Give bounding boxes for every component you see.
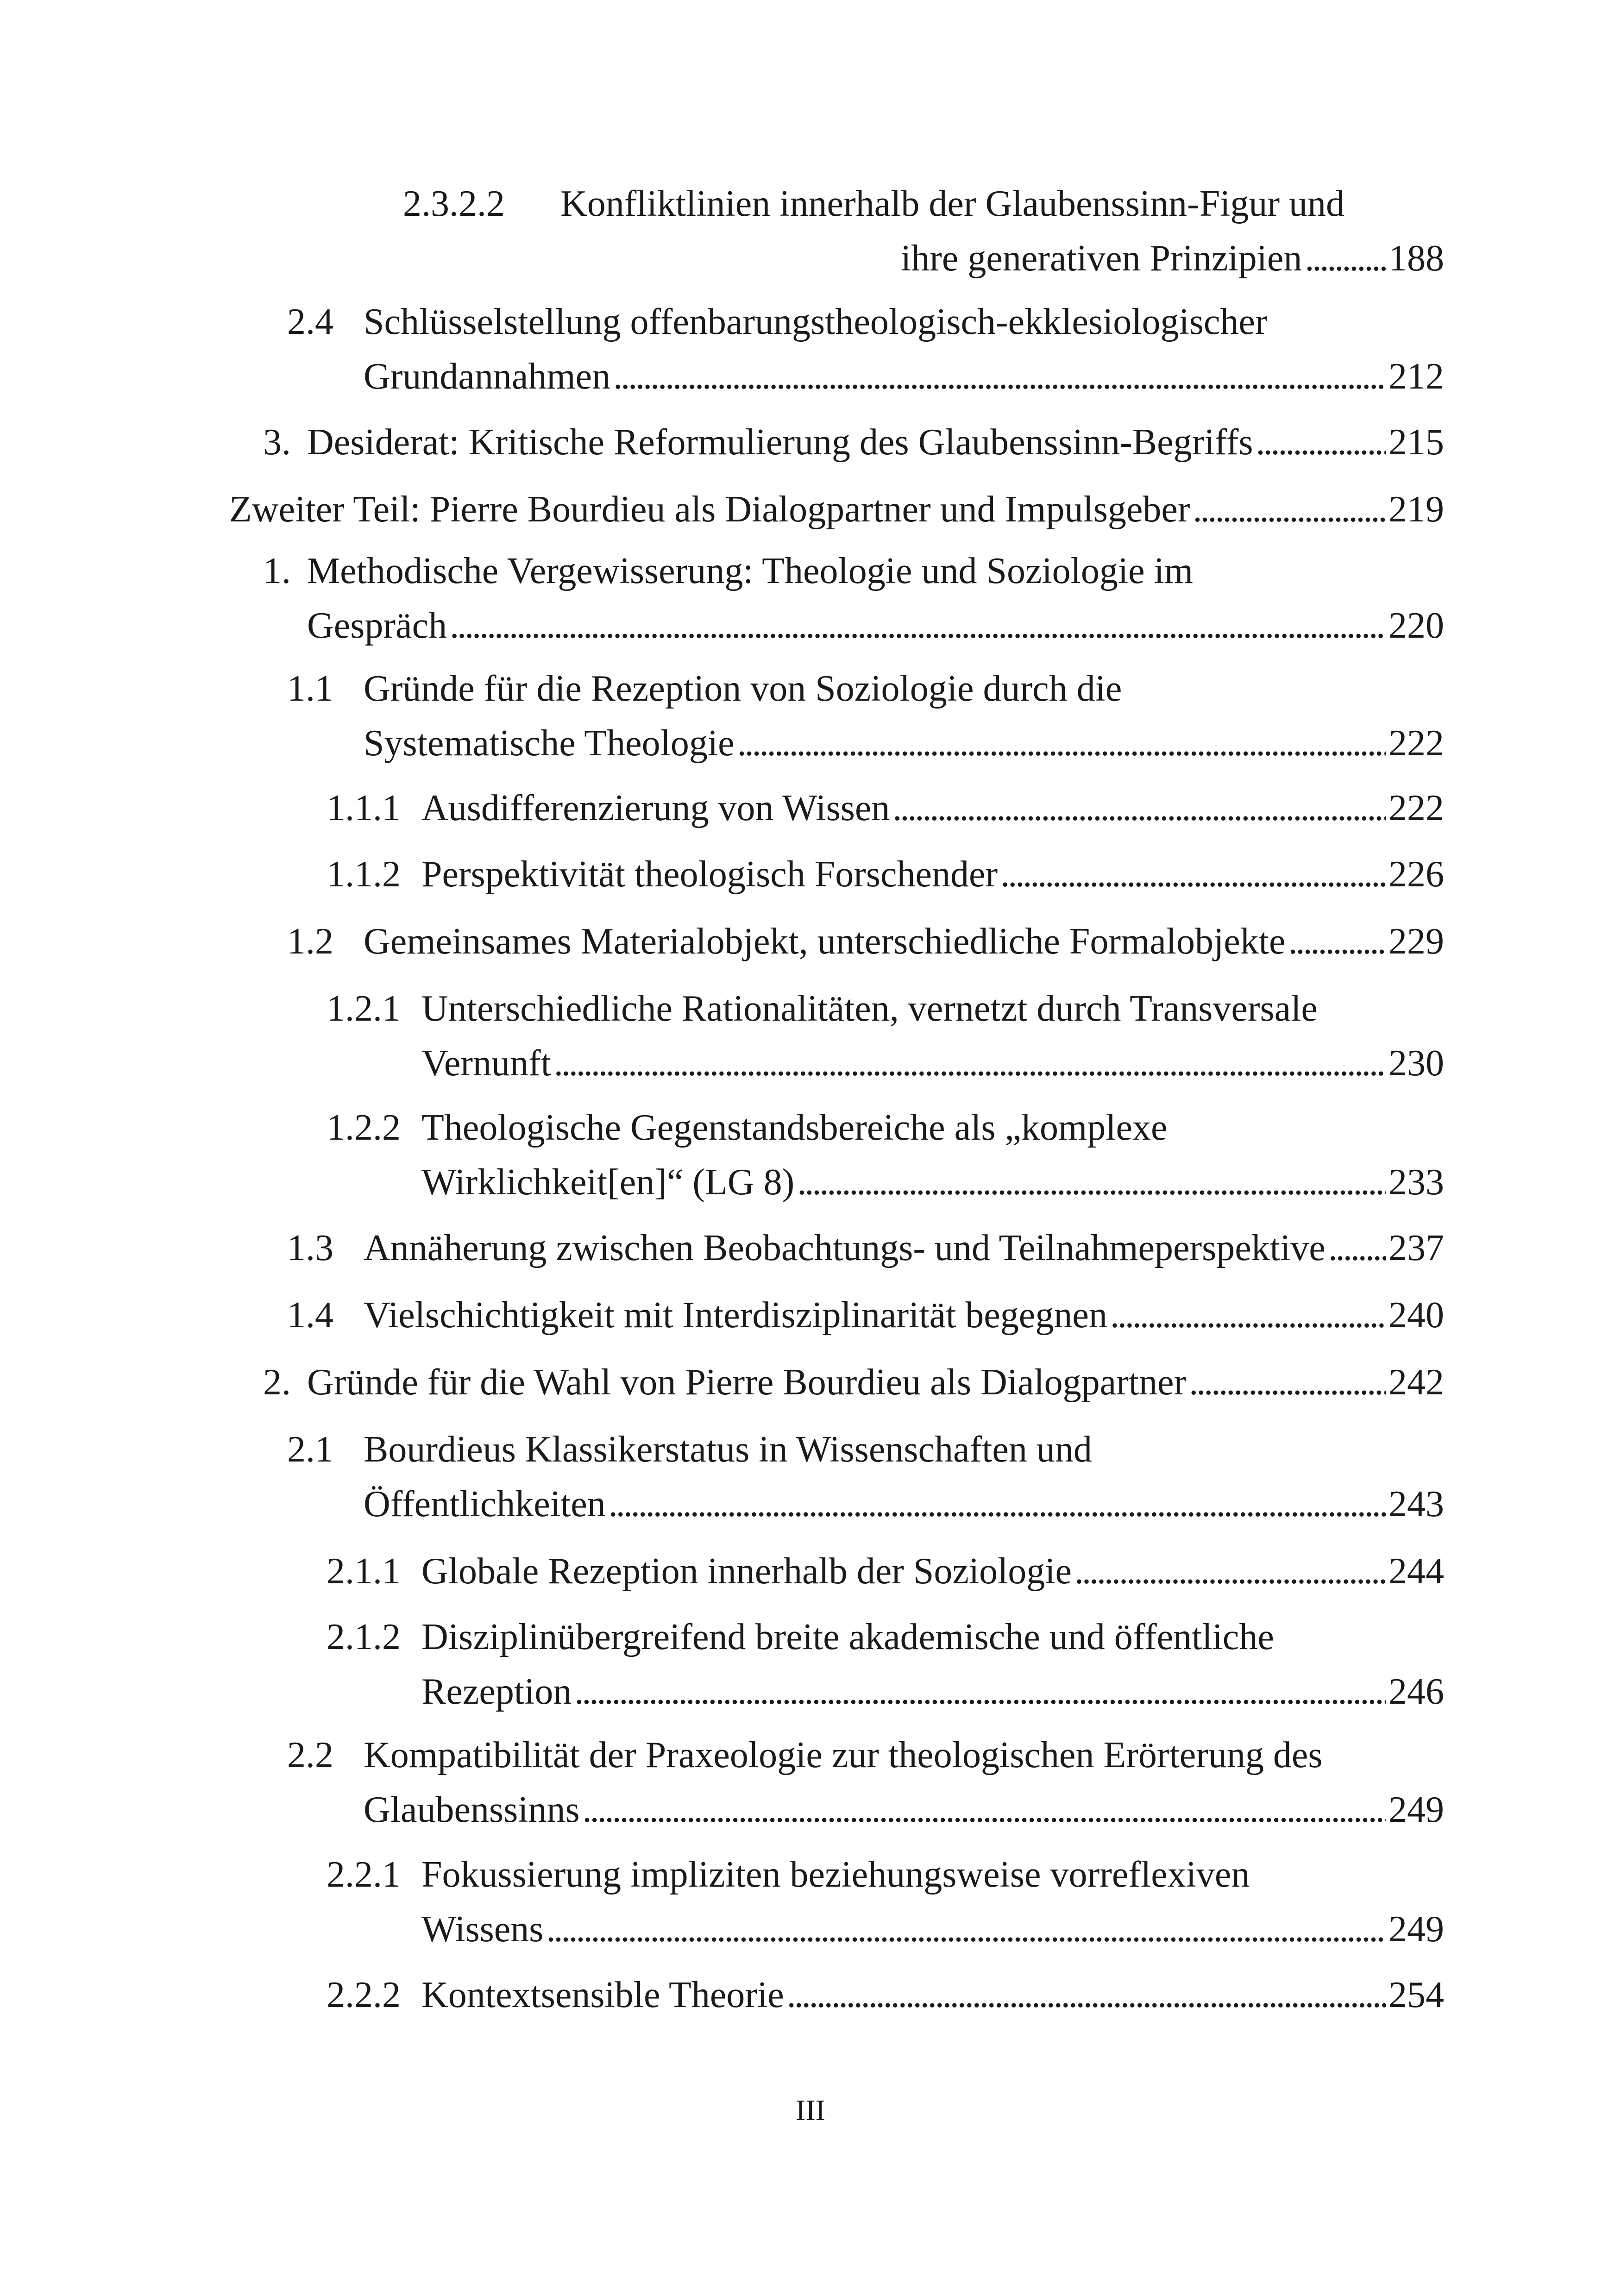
toc-entry-title-line: Konfliktlinien innerhalb der Glaubenssinn-Figur und <box>560 183 1345 224</box>
dot-leader <box>797 1164 1386 1201</box>
toc-entry-number: 2.3.2.2 <box>403 183 505 224</box>
toc-page-number: 244 <box>1389 1551 1444 1592</box>
toc-entry-title-end: Öffentlichkeiten <box>364 1484 606 1524</box>
toc-page-number: 237 <box>1389 1228 1444 1268</box>
toc-entry <box>327 1553 1444 1590</box>
toc-entry-title-end: Perspektivität theologisch Forschender <box>421 854 998 895</box>
toc-entry <box>263 424 1444 461</box>
toc-entry-last-line <box>364 1230 1444 1267</box>
toc-entry-number: 1.4 <box>287 1295 333 1336</box>
dot-leader <box>1328 1230 1386 1267</box>
toc-entry-number: 1.2.2 <box>327 1107 401 1148</box>
toc-entry <box>327 1109 1444 1202</box>
dot-leader <box>1000 856 1386 893</box>
toc-entry-last-line <box>901 240 1444 277</box>
toc-entry-title-end: Gründe für die Wahl von Pierre Bourdieu als Dialogpartner <box>307 1362 1187 1403</box>
toc-entry-title-end: Grundannahmen <box>364 356 611 397</box>
toc-entry-number: 2.1 <box>287 1429 333 1470</box>
toc-entry <box>287 303 1444 396</box>
toc-entry-title-end: ihre generativen Prinzipien <box>901 238 1302 279</box>
toc-entry-last-line <box>364 1297 1444 1334</box>
toc-entry-number: 2.1.2 <box>327 1617 401 1657</box>
toc-entry-last-line <box>364 358 1444 395</box>
toc-entry-last-line <box>421 1911 1444 1948</box>
toc-page-number: 219 <box>1389 489 1444 530</box>
toc-entry-last-line <box>421 1976 1444 2014</box>
toc-entry-title-line: Unterschiedliche Rationalitäten, vernetzt durch Transversale <box>421 988 1318 1029</box>
toc-entry <box>263 552 1444 645</box>
dot-leader <box>613 358 1386 395</box>
dot-leader <box>1288 923 1386 960</box>
toc-entry-title-end: Vernunft <box>421 1043 551 1084</box>
toc-page-number: 233 <box>1389 1162 1444 1203</box>
toc-entry-last-line <box>421 856 1444 893</box>
toc-entry-number: 1.1 <box>287 668 333 709</box>
toc-page-number: 249 <box>1389 1789 1444 1830</box>
toc-entry-last-line <box>307 607 1444 644</box>
toc-entry <box>327 1856 1444 1949</box>
toc-page-number: 242 <box>1389 1362 1444 1403</box>
toc-entry-title-end: Gemeinsames Materialobjekt, unterschiedliche Formalobjekte <box>364 921 1286 962</box>
dot-leader <box>1305 240 1386 277</box>
toc-entry-last-line <box>307 1364 1444 1401</box>
dot-leader <box>787 1976 1386 2014</box>
toc-page-number: 222 <box>1389 788 1444 828</box>
toc-entry-title-line: Schlüsselstellung offenbarungstheologisch-ekklesiologischer <box>364 301 1268 342</box>
toc-entry <box>263 1364 1444 1401</box>
toc-entry-title-end: Ausdifferenzierung von Wissen <box>421 788 890 828</box>
toc-entry-number: 2.2 <box>287 1735 333 1775</box>
toc-page-number: 226 <box>1389 854 1444 895</box>
dot-leader <box>1193 491 1386 528</box>
toc-page-number: 229 <box>1389 921 1444 962</box>
dot-leader <box>554 1045 1386 1082</box>
dot-leader <box>737 725 1386 762</box>
toc-entry-title-end: Glaubenssinns <box>364 1789 580 1830</box>
toc-entry <box>327 990 1444 1083</box>
toc-entry <box>287 1230 1444 1267</box>
toc-page-number: 249 <box>1389 1909 1444 1950</box>
toc-entry-last-line <box>421 1164 1444 1201</box>
toc-entry-last-line <box>364 1791 1444 1828</box>
toc-entry-last-line <box>364 1486 1444 1523</box>
dot-leader <box>574 1673 1386 1710</box>
toc-entry-last-line <box>421 1553 1444 1590</box>
toc-part-heading <box>229 491 1444 528</box>
toc-entry <box>287 1431 1444 1524</box>
toc-entry <box>287 1737 1444 1829</box>
toc-entry-number: 2.4 <box>287 301 333 342</box>
toc-entry-number: 3. <box>263 422 291 463</box>
toc-entry <box>287 1297 1444 1334</box>
toc-page-number: 246 <box>1389 1671 1444 1712</box>
toc-entry <box>403 185 1444 278</box>
toc-page-number: 243 <box>1389 1484 1444 1524</box>
toc-entry-last-line <box>421 1045 1444 1082</box>
toc-entry-title-end: Desiderat: Kritische Reformulierung des Glaubenssinn-Begriffs <box>307 422 1253 463</box>
dot-leader <box>450 607 1386 644</box>
dot-leader <box>892 790 1386 827</box>
dot-leader <box>546 1911 1386 1948</box>
dot-leader <box>609 1486 1386 1523</box>
toc-entry-number: 1.3 <box>287 1228 333 1268</box>
toc-entry <box>327 1618 1444 1711</box>
toc-entry-title-end: Zweiter Teil: Pierre Bourdieu als Dialogpartner und Impulsgeber <box>229 489 1190 530</box>
toc-entry-title-end: Wissens <box>421 1909 544 1950</box>
toc-entry-last-line <box>421 1673 1444 1710</box>
dot-leader <box>583 1791 1386 1828</box>
toc-entry <box>287 670 1444 763</box>
page-footer-numeral: III <box>796 2094 825 2127</box>
toc-page-number: 215 <box>1389 422 1444 463</box>
toc-entry-title-line: Gründe für die Rezeption von Soziologie durch die <box>364 668 1122 709</box>
toc-entry-title-end: Kontextsensible Theorie <box>421 1975 784 2015</box>
toc-entry <box>327 790 1444 827</box>
toc-entry-title-end: Annäherung zwischen Beobachtungs- und Teilnahmeperspektive <box>364 1228 1326 1268</box>
toc-entry-last-line <box>364 725 1444 762</box>
toc-entry-title-line: Disziplinübergreifend breite akademische und öffentliche <box>421 1617 1274 1657</box>
toc-page-number: 254 <box>1389 1975 1444 2015</box>
toc-entry-last-line <box>307 424 1444 461</box>
toc-page-number: 212 <box>1389 356 1444 397</box>
toc-entry <box>327 856 1444 893</box>
toc-entry-number: 2.2.1 <box>327 1854 401 1895</box>
toc-entry-number: 2.2.2 <box>327 1975 401 2015</box>
toc-entry-number: 1.2.1 <box>327 988 401 1029</box>
toc-entry-number: 2.1.1 <box>327 1551 401 1592</box>
toc-entry-title-line: Fokussierung impliziten beziehungsweise vorreflexiven <box>421 1854 1250 1895</box>
toc-entry-title-line: Theologische Gegenstandsbereiche als „komplexe <box>421 1107 1168 1148</box>
dot-leader <box>1074 1553 1386 1590</box>
toc-entry-title-end: Systematische Theologie <box>364 723 735 764</box>
toc-entry-title-line: Bourdieus Klassikerstatus in Wissenschaften und <box>364 1429 1092 1470</box>
toc-entry-number: 2. <box>263 1362 291 1403</box>
toc-page-number: 222 <box>1389 723 1444 764</box>
dot-leader <box>1189 1364 1386 1401</box>
toc-page-number: 220 <box>1389 605 1444 646</box>
toc-entry-number: 1. <box>263 551 291 591</box>
toc-entry-title-end: Gespräch <box>307 605 447 646</box>
toc-entry-number: 1.1.1 <box>327 788 401 828</box>
toc-page-number: 188 <box>1389 238 1444 279</box>
toc-entry-title-end: Rezeption <box>421 1671 572 1712</box>
toc-entry-title-end: Vielschichtigkeit mit Interdisziplinarität begegnen <box>364 1295 1107 1336</box>
toc-entry-title-line: Methodische Vergewisserung: Theologie und Soziologie im <box>307 551 1194 591</box>
toc-entry <box>327 1976 1444 2014</box>
dot-leader <box>1110 1297 1386 1334</box>
toc-page-number: 240 <box>1389 1295 1444 1336</box>
toc-entry-title-end: Globale Rezeption innerhalb der Soziologie <box>421 1551 1072 1592</box>
toc-page-number: 230 <box>1389 1043 1444 1084</box>
toc-entry <box>287 923 1444 960</box>
toc-entry-last-line <box>229 491 1444 528</box>
dot-leader <box>1256 424 1386 461</box>
toc-entry-title-end: Wirklichkeit[en]“ (LG 8) <box>421 1162 795 1203</box>
toc-entry-last-line <box>364 923 1444 960</box>
toc-entry-number: 1.1.2 <box>327 854 401 895</box>
toc-entry-number: 1.2 <box>287 921 333 962</box>
toc-entry-last-line <box>421 790 1444 827</box>
toc-entry-title-line: Kompatibilität der Praxeologie zur theologischen Erörterung des <box>364 1735 1323 1775</box>
